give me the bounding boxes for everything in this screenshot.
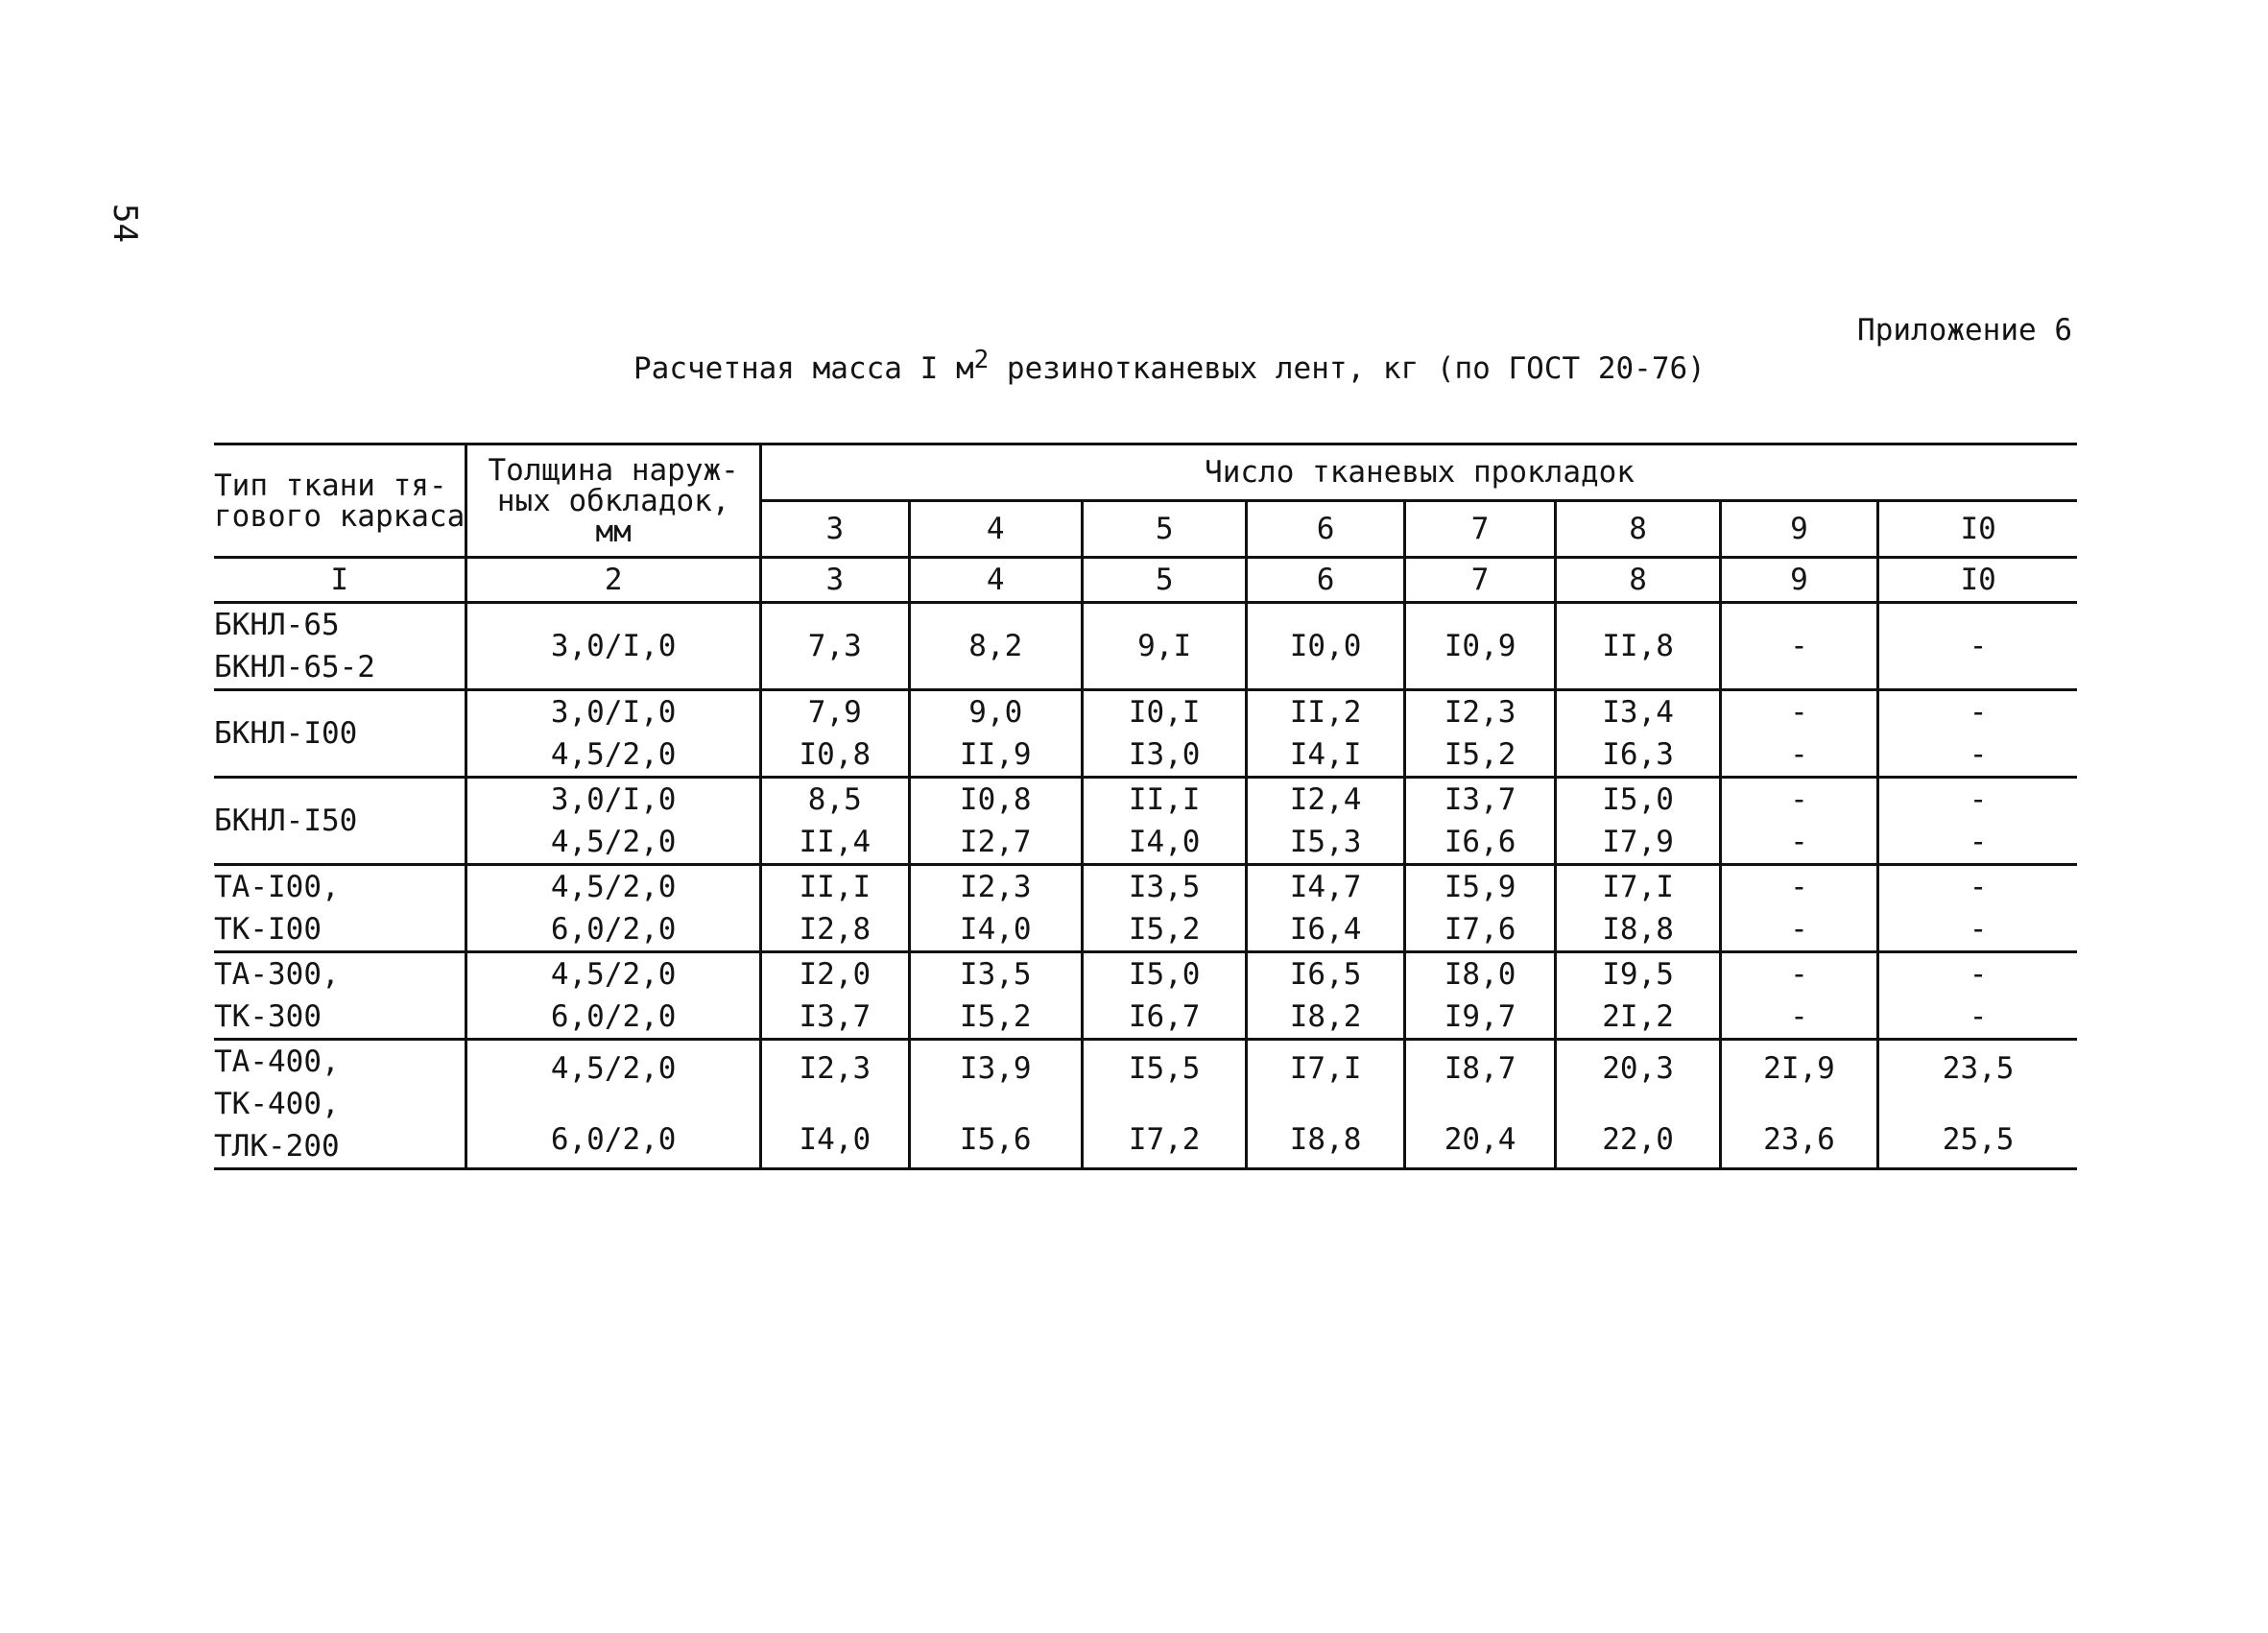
mass-value: I8,0 <box>1444 957 1516 992</box>
mass-value: I4,0 <box>959 912 1032 947</box>
header-text: мм <box>595 514 632 549</box>
mass-value: 2I,2 <box>1602 999 1674 1034</box>
cell-cover-thickness <box>466 778 761 865</box>
mass-value: I5,2 <box>1444 737 1516 772</box>
header-ply-count: 9 <box>1720 501 1877 558</box>
mass-value: I8,8 <box>1289 1122 1362 1157</box>
mass-value: I7,I <box>1289 1051 1362 1086</box>
column-number: 7 <box>1404 558 1556 603</box>
header-text: ных обкладок, <box>496 483 730 518</box>
fabric-type-name: БКНЛ-I00 <box>214 716 358 751</box>
title-text: Расчетная масса I м <box>633 351 974 386</box>
cell-mass-value <box>1082 778 1246 865</box>
mass-value: I4,0 <box>799 1122 871 1157</box>
title-superscript: 2 <box>973 346 990 374</box>
mass-value: I3,7 <box>799 999 871 1034</box>
mass-value: - <box>1790 782 1808 817</box>
cell-fabric-type <box>214 603 466 690</box>
cell-mass-value <box>1247 603 1404 690</box>
mass-value: I3,7 <box>1444 782 1516 817</box>
column-numbering-row <box>214 558 2077 603</box>
thickness-value: 4,5/2,0 <box>550 870 677 904</box>
cell-mass-value <box>761 865 910 952</box>
column-number: I0 <box>1878 558 2077 603</box>
mass-value: 20,3 <box>1602 1051 1674 1086</box>
mass-value: - <box>1790 695 1808 730</box>
cell-mass-value <box>909 952 1082 1040</box>
header-ply-group: Число тканевых прокладок <box>761 444 2077 501</box>
mass-value: I5,2 <box>959 999 1032 1034</box>
cell-mass-value <box>1720 865 1877 952</box>
cell-mass-value <box>1556 952 1720 1040</box>
mass-value: I5,2 <box>1128 912 1201 947</box>
mass-value: I5,6 <box>959 1122 1032 1157</box>
cell-mass-value <box>1720 778 1877 865</box>
mass-value: I5,0 <box>1128 957 1201 992</box>
cell-mass-value <box>1404 778 1556 865</box>
thickness-value: 6,0/2,0 <box>550 999 677 1034</box>
mass-value: 8,2 <box>968 629 1023 663</box>
thickness-value: 4,5/2,0 <box>550 825 677 859</box>
table-row <box>214 690 2077 778</box>
mass-value: I2,3 <box>959 870 1032 904</box>
cell-cover-thickness <box>466 1040 761 1169</box>
header-ply-count: 5 <box>1082 501 1246 558</box>
cell-mass-value <box>1247 865 1404 952</box>
mass-value: I0,9 <box>1444 629 1516 663</box>
header-ply-count: I0 <box>1878 501 2077 558</box>
mass-value: I9,5 <box>1602 957 1674 992</box>
cell-mass-value <box>1720 1040 1877 1169</box>
mass-value: - <box>1790 912 1808 947</box>
cell-mass-value <box>1247 778 1404 865</box>
header-thickness-column <box>466 444 761 558</box>
mass-value: I5,3 <box>1289 825 1362 859</box>
mass-value: I6,4 <box>1289 912 1362 947</box>
cell-mass-value <box>1720 603 1877 690</box>
mass-value: I2,8 <box>799 912 871 947</box>
cell-mass-value <box>1082 1040 1246 1169</box>
cell-mass-value <box>1556 1040 1720 1169</box>
table-row <box>214 865 2077 952</box>
mass-value: - <box>1790 870 1808 904</box>
header-ply-count: 8 <box>1556 501 1720 558</box>
mass-value: - <box>1790 999 1808 1034</box>
mass-value: 7,9 <box>807 695 862 730</box>
column-number: 6 <box>1247 558 1404 603</box>
mass-value: 9,I <box>1137 629 1192 663</box>
mass-value: I3,0 <box>1128 737 1201 772</box>
table-row <box>214 1040 2077 1169</box>
mass-value: I5,5 <box>1128 1051 1201 1086</box>
cell-mass-value <box>1082 603 1246 690</box>
thickness-value: 3,0/I,0 <box>550 629 677 663</box>
column-number: 9 <box>1720 558 1877 603</box>
mass-value: - <box>1969 629 1988 663</box>
cell-mass-value <box>1556 603 1720 690</box>
mass-value: - <box>1790 629 1808 663</box>
mass-value: 23,6 <box>1763 1122 1835 1157</box>
cell-mass-value <box>909 865 1082 952</box>
cell-mass-value <box>1878 952 2077 1040</box>
cell-mass-value <box>909 1040 1082 1169</box>
mass-value: I5,0 <box>1602 782 1674 817</box>
mass-value: I6,5 <box>1289 957 1362 992</box>
mass-value: 9,0 <box>968 695 1023 730</box>
mass-value: I7,9 <box>1602 825 1674 859</box>
cell-mass-value <box>1878 690 2077 778</box>
page-number: 54 <box>106 204 144 243</box>
mass-value: I0,8 <box>799 737 871 772</box>
mass-value: I8,8 <box>1602 912 1674 947</box>
header-text: Тип ткани тя- <box>214 468 447 503</box>
table-row <box>214 952 2077 1040</box>
mass-value: I7,6 <box>1444 912 1516 947</box>
mass-value: - <box>1969 912 1988 947</box>
mass-value: II,9 <box>959 737 1032 772</box>
header-type-column <box>214 444 466 558</box>
mass-value: I4,0 <box>1128 825 1201 859</box>
mass-value: - <box>1969 695 1988 730</box>
mass-value: I0,0 <box>1289 629 1362 663</box>
fabric-type-name: ТК-400, <box>214 1087 340 1121</box>
cell-mass-value <box>1404 603 1556 690</box>
fabric-type-name: ТА-300, <box>214 957 340 992</box>
cell-mass-value <box>909 778 1082 865</box>
column-number: 3 <box>761 558 910 603</box>
fabric-type-name: ТА-I00, <box>214 870 340 904</box>
mass-value: I0,I <box>1128 695 1201 730</box>
thickness-value: 3,0/I,0 <box>550 695 677 730</box>
mass-value: I6,6 <box>1444 825 1516 859</box>
mass-value: 7,3 <box>807 629 862 663</box>
fabric-type-name: ТК-I00 <box>214 912 322 947</box>
mass-value: I3,4 <box>1602 695 1674 730</box>
mass-value: 8,5 <box>807 782 862 817</box>
cell-mass-value <box>761 778 910 865</box>
fabric-type-name: БКНЛ-I50 <box>214 804 358 838</box>
mass-value: II,8 <box>1602 629 1674 663</box>
column-number: 4 <box>909 558 1082 603</box>
cell-mass-value <box>1878 1040 2077 1169</box>
cell-mass-value <box>1878 778 2077 865</box>
fabric-type-name: ТА-400, <box>214 1045 340 1079</box>
mass-value: I8,2 <box>1289 999 1362 1034</box>
table-row <box>214 778 2077 865</box>
column-number: 5 <box>1082 558 1246 603</box>
mass-value: 23,5 <box>1942 1051 2015 1086</box>
mass-value: II,I <box>1128 782 1201 817</box>
cell-mass-value <box>1556 690 1720 778</box>
cell-mass-value <box>1878 865 2077 952</box>
mass-value: I8,7 <box>1444 1051 1516 1086</box>
mass-value: - <box>1969 737 1988 772</box>
cell-mass-value <box>761 1040 910 1169</box>
cell-cover-thickness <box>466 865 761 952</box>
cell-mass-value <box>1247 690 1404 778</box>
mass-value: I2,3 <box>799 1051 871 1086</box>
cell-cover-thickness <box>466 603 761 690</box>
cell-fabric-type <box>214 865 466 952</box>
header-ply-count: 6 <box>1247 501 1404 558</box>
mass-value: II,2 <box>1289 695 1362 730</box>
header-ply-count: 3 <box>761 501 910 558</box>
cell-mass-value <box>1720 952 1877 1040</box>
mass-value: - <box>1790 957 1808 992</box>
cell-mass-value <box>1082 690 1246 778</box>
fabric-type-name: ТЛК-200 <box>214 1129 340 1164</box>
mass-value: I7,I <box>1602 870 1674 904</box>
cell-mass-value <box>1720 690 1877 778</box>
cell-mass-value <box>761 690 910 778</box>
thickness-value: 4,5/2,0 <box>550 957 677 992</box>
header-ply-count: 7 <box>1404 501 1556 558</box>
mass-value: II,4 <box>799 825 871 859</box>
mass-value: - <box>1790 737 1808 772</box>
mass-value: I7,2 <box>1128 1122 1201 1157</box>
column-number: 8 <box>1556 558 1720 603</box>
mass-value: I4,7 <box>1289 870 1362 904</box>
cell-mass-value <box>1556 778 1720 865</box>
cell-mass-value <box>1404 1040 1556 1169</box>
thickness-value: 4,5/2,0 <box>550 1051 677 1086</box>
header-ply-count: 4 <box>909 501 1082 558</box>
mass-value: I4,I <box>1289 737 1362 772</box>
header-text: гового каркаса <box>214 498 466 534</box>
cell-mass-value <box>1404 865 1556 952</box>
mass-value: I6,7 <box>1128 999 1201 1034</box>
mass-value: I3,5 <box>959 957 1032 992</box>
mass-value: I2,3 <box>1444 695 1516 730</box>
cell-mass-value <box>1404 952 1556 1040</box>
cell-mass-value <box>1082 952 1246 1040</box>
cell-mass-value <box>1247 1040 1404 1169</box>
mass-value: 20,4 <box>1444 1122 1516 1157</box>
cell-cover-thickness <box>466 690 761 778</box>
mass-value: - <box>1969 870 1988 904</box>
column-number: I <box>214 558 466 603</box>
thickness-value: 3,0/I,0 <box>550 782 677 817</box>
cell-mass-value <box>909 603 1082 690</box>
mass-value: - <box>1790 825 1808 859</box>
mass-value: - <box>1969 957 1988 992</box>
cell-cover-thickness <box>466 952 761 1040</box>
cell-fabric-type <box>214 778 466 865</box>
thickness-value: 6,0/2,0 <box>550 1122 677 1157</box>
cell-fabric-type <box>214 1040 466 1169</box>
mass-table <box>214 443 2077 1170</box>
header-text: Толщина наруж- <box>488 452 739 488</box>
column-number: 2 <box>466 558 761 603</box>
mass-value: I3,9 <box>959 1051 1032 1086</box>
table-title <box>633 346 1706 386</box>
appendix-label: Приложение 6 <box>1857 313 2072 348</box>
mass-value: - <box>1969 782 1988 817</box>
cell-mass-value <box>909 690 1082 778</box>
cell-mass-value <box>761 952 910 1040</box>
mass-value: I9,7 <box>1444 999 1516 1034</box>
mass-value: - <box>1969 825 1988 859</box>
mass-value: II,I <box>799 870 871 904</box>
mass-value: 25,5 <box>1942 1122 2015 1157</box>
mass-value: I6,3 <box>1602 737 1674 772</box>
cell-fabric-type <box>214 690 466 778</box>
fabric-type-name: БКНЛ-65 <box>214 608 340 642</box>
mass-value: I2,0 <box>799 957 871 992</box>
fabric-type-name: БКНЛ-65-2 <box>214 650 375 684</box>
mass-value: I0,8 <box>959 782 1032 817</box>
mass-value: I2,4 <box>1289 782 1362 817</box>
cell-fabric-type <box>214 952 466 1040</box>
mass-value: - <box>1969 999 1988 1034</box>
mass-value: 2I,9 <box>1763 1051 1835 1086</box>
cell-mass-value <box>1404 690 1556 778</box>
cell-mass-value <box>1878 603 2077 690</box>
fabric-type-name: ТК-300 <box>214 999 322 1034</box>
cell-mass-value <box>1556 865 1720 952</box>
mass-value: I3,5 <box>1128 870 1201 904</box>
mass-value: I5,9 <box>1444 870 1516 904</box>
cell-mass-value <box>1247 952 1404 1040</box>
mass-value: 22,0 <box>1602 1122 1674 1157</box>
cell-mass-value <box>1082 865 1246 952</box>
cell-mass-value <box>761 603 910 690</box>
title-text-rest: резинотканевых лент, кг (по ГОСТ 20-76) <box>989 351 1706 386</box>
thickness-value: 6,0/2,0 <box>550 912 677 947</box>
table-row <box>214 603 2077 690</box>
thickness-value: 4,5/2,0 <box>550 737 677 772</box>
mass-value: I2,7 <box>959 825 1032 859</box>
